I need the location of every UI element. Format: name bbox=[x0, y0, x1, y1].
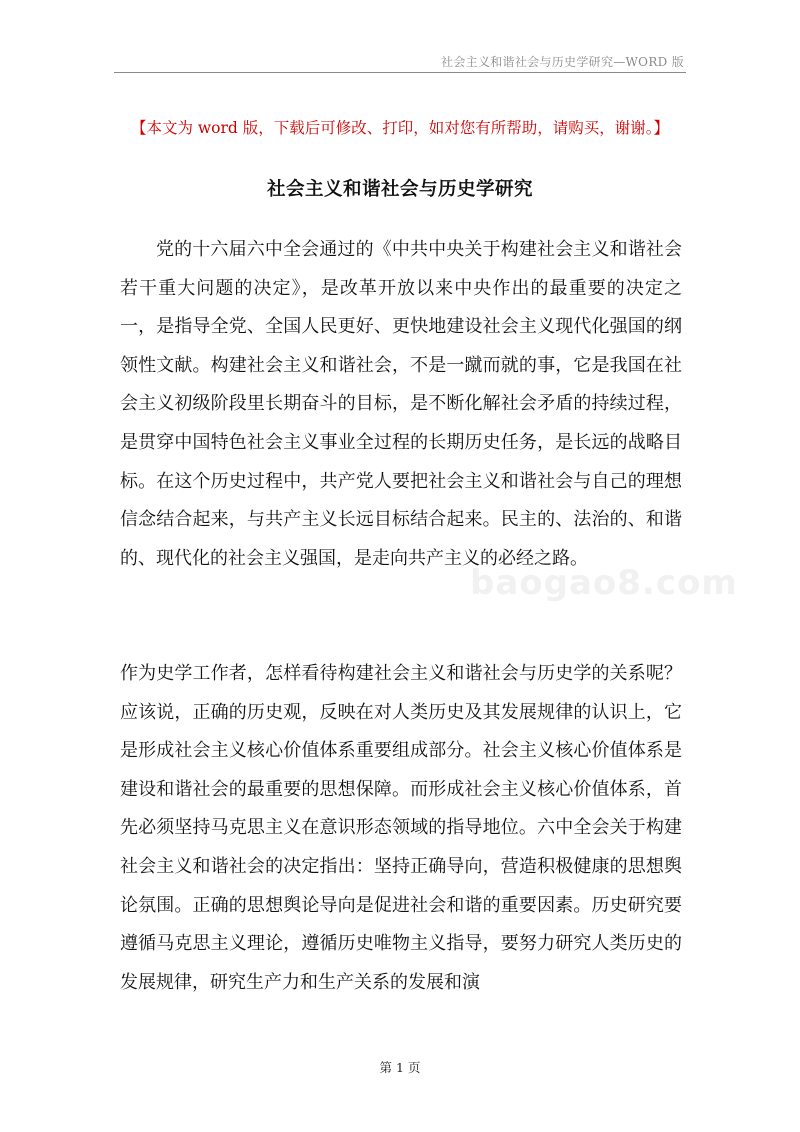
purchase-notice: 【本文为 word 版，下载后可修改、打印，如对您有所帮助，请购买，谢谢。】 bbox=[130, 119, 670, 137]
page-number: 第 1 页 bbox=[379, 1060, 421, 1075]
header-divider bbox=[114, 72, 686, 73]
document-title: 社会主义和谐社会与历史学研究 bbox=[266, 179, 533, 200]
running-header: 社会主义和谐社会与历史学研究—WORD 版 bbox=[441, 55, 684, 69]
body-paragraph-1: 党的十六届六中全会通过的《中共中央关于构建社会主义和谐社会若干重大问题的决定》，是改革开放以来中央作出的最重要的决定之一，是指导全党、全国人民更好、更快地建设社会主义现代化强国的纲领性文献。构建社会主义和谐社会，不是一蹴而就的事，它是我国在社会主义初级阶段里长期奋斗的目标，是不断化解社会矛盾的持续过程，是贯穿中国特色社会主义事业全过程的长期历史任务，是长远的战略目标。在这个历史过程中，共产党人要把社会主义和谐社会与自己的理想信念结合起来，与共产主义长远目标结合起来。民主的、法治的、和谐的、现代化的社会主义强国，是走向共产主义的必经之路。 bbox=[120, 239, 682, 569]
body-paragraph-2: 作为史学工作者，怎样看待构建社会主义和谐社会与历史学的关系呢？应该说，正确的历史观，反映在对人类历史及其发展规律的认识上，它是形成社会主义核心价值体系重要组成部分。社会主义核心价值体系是建设和谐社会的最重要的思想保障。而形成社会主义核心价值体系，首先必须坚持马克思主义在意识形态领域的指导地位。六中全会关于构建社会主义和谐社会的决定指出：坚持正确导向，营造积极健康的思想舆论氛围。正确的思想舆论导向是促进社会和谐的重要因素。历史研究要遵循马克思主义理论，遵循历史唯物主义指导，要努力研究人类历史的发展规律，研究生产力和生产关系的发展和演 bbox=[120, 663, 682, 993]
watermark-text: baogao8.com bbox=[470, 563, 738, 603]
